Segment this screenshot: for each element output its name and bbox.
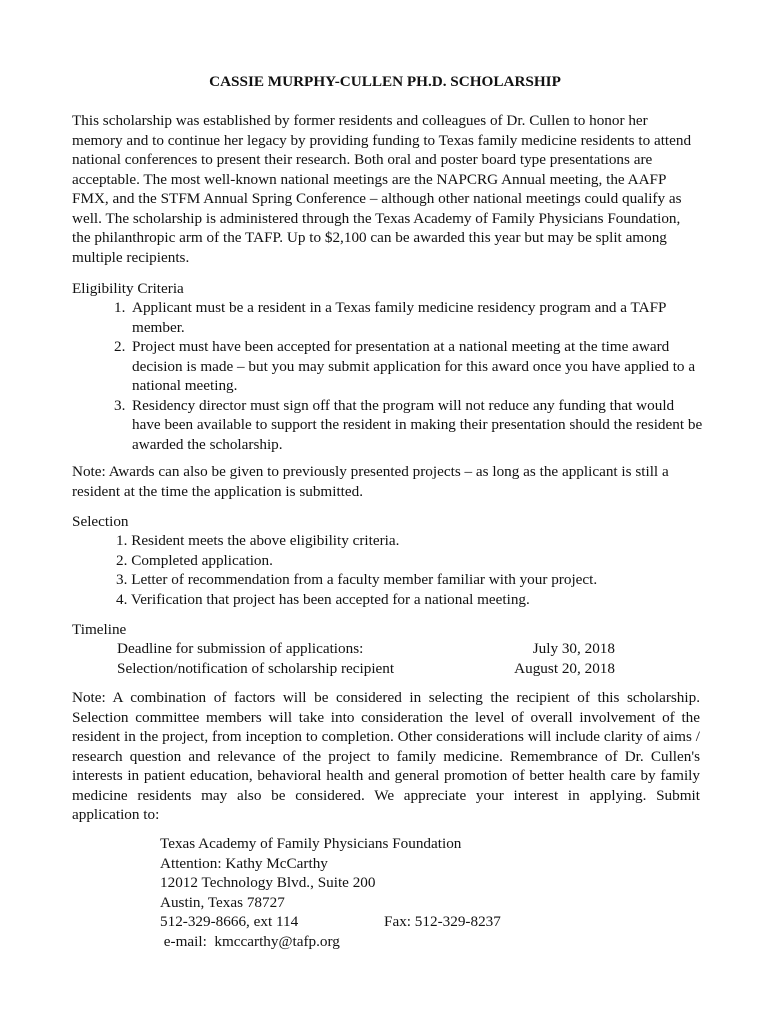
timeline-date: August 20, 2018 (514, 659, 615, 677)
eligibility-list (114, 298, 704, 454)
timeline-table (117, 639, 615, 678)
list-item-text: Applicant must be a resident in a Texas family medicine residency program and a TAFP member. (132, 299, 666, 336)
timeline-row (117, 639, 615, 659)
list-item: 2. Completed application. (116, 551, 273, 569)
address-street: 12012 Technology Blvd., Suite 200 (160, 874, 376, 891)
email-address: e-mail: kmccarthy@tafp.org (160, 932, 340, 950)
timeline-label: Selection/notification of scholarship recipient (117, 659, 395, 677)
fax-number: Fax: 512-329-8237 (384, 913, 501, 930)
note-selection-factors: Note: A combination of factors will be considered in selecting the recipient of this scholarship. Selection committee members will take into consideration the level of overall involvement of the resident in the project, from inception to completion. Other considerations will include clarity of aims / research question and relevance of the project to family medicine. Remembrance of Dr. Cullen's interests in patient education, behavioral health and general promotion of better health care by family medicine residents may also be considered. We appreciate your interest in applying. Submit application to: (72, 689, 700, 823)
address-org: Texas Academy of Family Physicians Foundation (160, 835, 462, 852)
list-item-number: 3. (114, 396, 126, 414)
list-item-text: Project must have been accepted for presentation at a national meeting at the time award decision is made – but you may submit application for this award once you have applied to a national meeting. (132, 338, 696, 394)
list-item: 4. Verification that project has been accepted for a national meeting. (116, 590, 530, 608)
selection-list (116, 531, 676, 609)
eligibility-heading: Eligibility Criteria (72, 280, 184, 297)
selection-heading: Selection (72, 513, 129, 530)
list-item-number: 2. (114, 338, 126, 355)
list-item-text: Residency director must sign off that the program will not reduce any funding that would have been available to support the resident in making their presentation should the resident be awarded the scholarship. (132, 396, 703, 453)
note-previous-projects: Note: Awards can also be given to previously presented projects – as long as the applicant is still a resident at the time the application is submitted. (72, 463, 669, 500)
address-attention: Attention: Kathy McCarthy (160, 854, 328, 872)
list-item: 3. Letter of recommendation from a faculty member familiar with your project. (116, 571, 598, 588)
intro-paragraph: This scholarship was established by former residents and colleagues of Dr. Cullen to honor her memory and to continue her legacy by providing funding to Texas family medicine residents to attend national conferences to present their research. Both oral and poster board type presentations are acceptable. The most well-known national meetings are the NAPCRG Annual meeting, the AAFP FMX, and the STFM Annual Spring Conference – although other national meetings could qualify as well. The scholarship is administered through the Texas Academy of Family Physicians Foundation, the philanthropic arm of the TAFP. Up to $2,100 can be awarded this year but may be split among multiple recipients. (72, 112, 692, 266)
address-city: Austin, Texas 78727 (160, 893, 285, 911)
timeline-heading: Timeline (72, 621, 127, 638)
phone-number: 512-329-8666, ext 114 (160, 913, 299, 930)
page-title: CASSIE MURPHY-CULLEN PH.D. SCHOLARSHIP (209, 73, 561, 90)
mailing-address (160, 834, 580, 951)
list-item-number: 1. (114, 299, 126, 316)
list-item (114, 337, 704, 396)
list-item (114, 396, 704, 455)
timeline-row (117, 659, 615, 679)
list-item (114, 298, 704, 337)
timeline-date: July 30, 2018 (532, 640, 615, 657)
list-item: 1. Resident meets the above eligibility criteria. (116, 532, 400, 549)
timeline-label: Deadline for submission of applications: (117, 640, 364, 657)
contact-row (160, 912, 580, 932)
